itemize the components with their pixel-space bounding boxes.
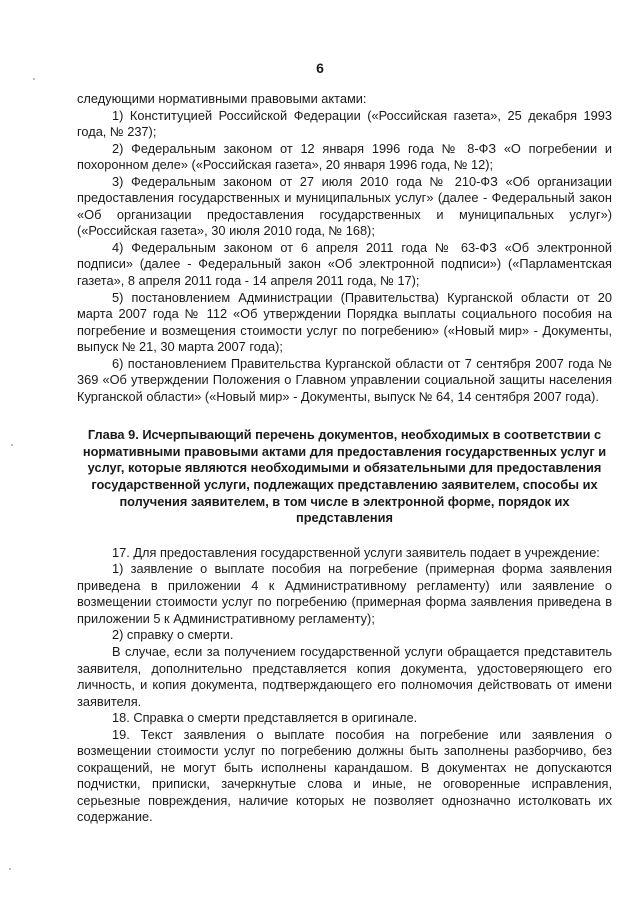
- clause-17: 17. Для предоставления государственной услуги заявитель подает в учреждение:: [112, 544, 600, 560]
- clause-17-item-1: 1) заявление о выплате пособия на погребение (примерная форма заявления приведена в приложении 4 к Административному регламенту) или заявление о возмещении стоимости услуг по погребению (примерная форма заявления приведена в приложении 5 к Административному регламенту);: [77, 561, 612, 626]
- representative-paragraph: В случае, если за получением государственной услуги обращается представитель заявителя, дополнительно представляется копия документа, удостоверяющего его личность, и копия документа, подтверждающего его полномочия действовать от имени заявителя.: [77, 643, 612, 709]
- clause-19: 19. Текст заявления о выплате пособия на погребение или заявления о возмещении стоимости услуг по погребению должны быть заполнены разборчиво, без сокращений, не могут быть исполнены карандашом. В документах не допускаются подчистки, приписки, зачеркнутые слова и иные, не оговоренные исправления, серьезные повреждения, наличие которых не позволяет однозначно истолковать их содержание.: [77, 726, 612, 825]
- act-item-1: 1) Конституцией Российской Федерации («Российская газета», 25 декабря 1993 года, № 237);: [77, 107, 612, 140]
- clause-18: 18. Справка о смерти представляется в оригинале.: [112, 710, 418, 726]
- page-number: 6: [316, 60, 324, 76]
- act-item-6: 6) постановлением Правительства Курганской области от 7 сентября 2007 года № 369 «Об утверждении Положения о Главном управлении социальной защиты населения Курганской области» («Новый мир» - Документы, выпуск № 64, 14 сентября 2007 года).: [77, 355, 612, 404]
- chapter-heading: Глава 9. Исчерпывающий перечень документов, необходимых в соответствии с нормативными правовыми актами для предоставления государственных услуг и услуг, которые являются необходимыми и обязательными для предоставления государственной услуги, подлежащих представлению заявителем, способы их получения заявителем, в том числе в электронной форме, порядок их представления: [82, 427, 607, 526]
- act-item-3: 3) Федеральным законом от 27 июля 2010 года № 210-ФЗ «Об организации предоставления государственных и муниципальных услуг» (далее - Федеральный закон «Об организации предоставления государственных и муниципальных услуг») («Российская газета», 30 июля 2010 года, № 168);: [77, 173, 612, 239]
- clause-17-item-2: 2) справку о смерти.: [112, 627, 234, 643]
- act-item-4: 4) Федеральным законом от 6 апреля 2011 года № 63-ФЗ «Об электронной подписи» (далее - Федеральный закон «Об электронной подписи») («Парламентская газета», 8 апреля 2011 года - 14 апреля 2011 года, № 17);: [77, 239, 612, 289]
- intro-paragraph: следующими нормативными правовыми актами:: [77, 91, 367, 106]
- scan-mark-top: [33, 78, 35, 80]
- act-item-5: 5) постановлением Администрации (Правительства) Курганской области от 20 марта 2007 года № 112 «Об утверждении Порядка выплаты социального пособия на погребение и возмещения стоимости услуг по погребению» («Новый мир» - Документы, выпуск № 21, 30 марта 2007 года);: [77, 289, 612, 355]
- scan-mark-bottom: [9, 868, 11, 870]
- act-item-2: 2) Федеральным законом от 12 января 1996 года № 8-ФЗ «О погребении и похоронном деле» («Российская газета», 20 января 1996 года, № 12);: [77, 140, 612, 173]
- scan-mark-left: [11, 444, 13, 446]
- document-body: [77, 91, 612, 826]
